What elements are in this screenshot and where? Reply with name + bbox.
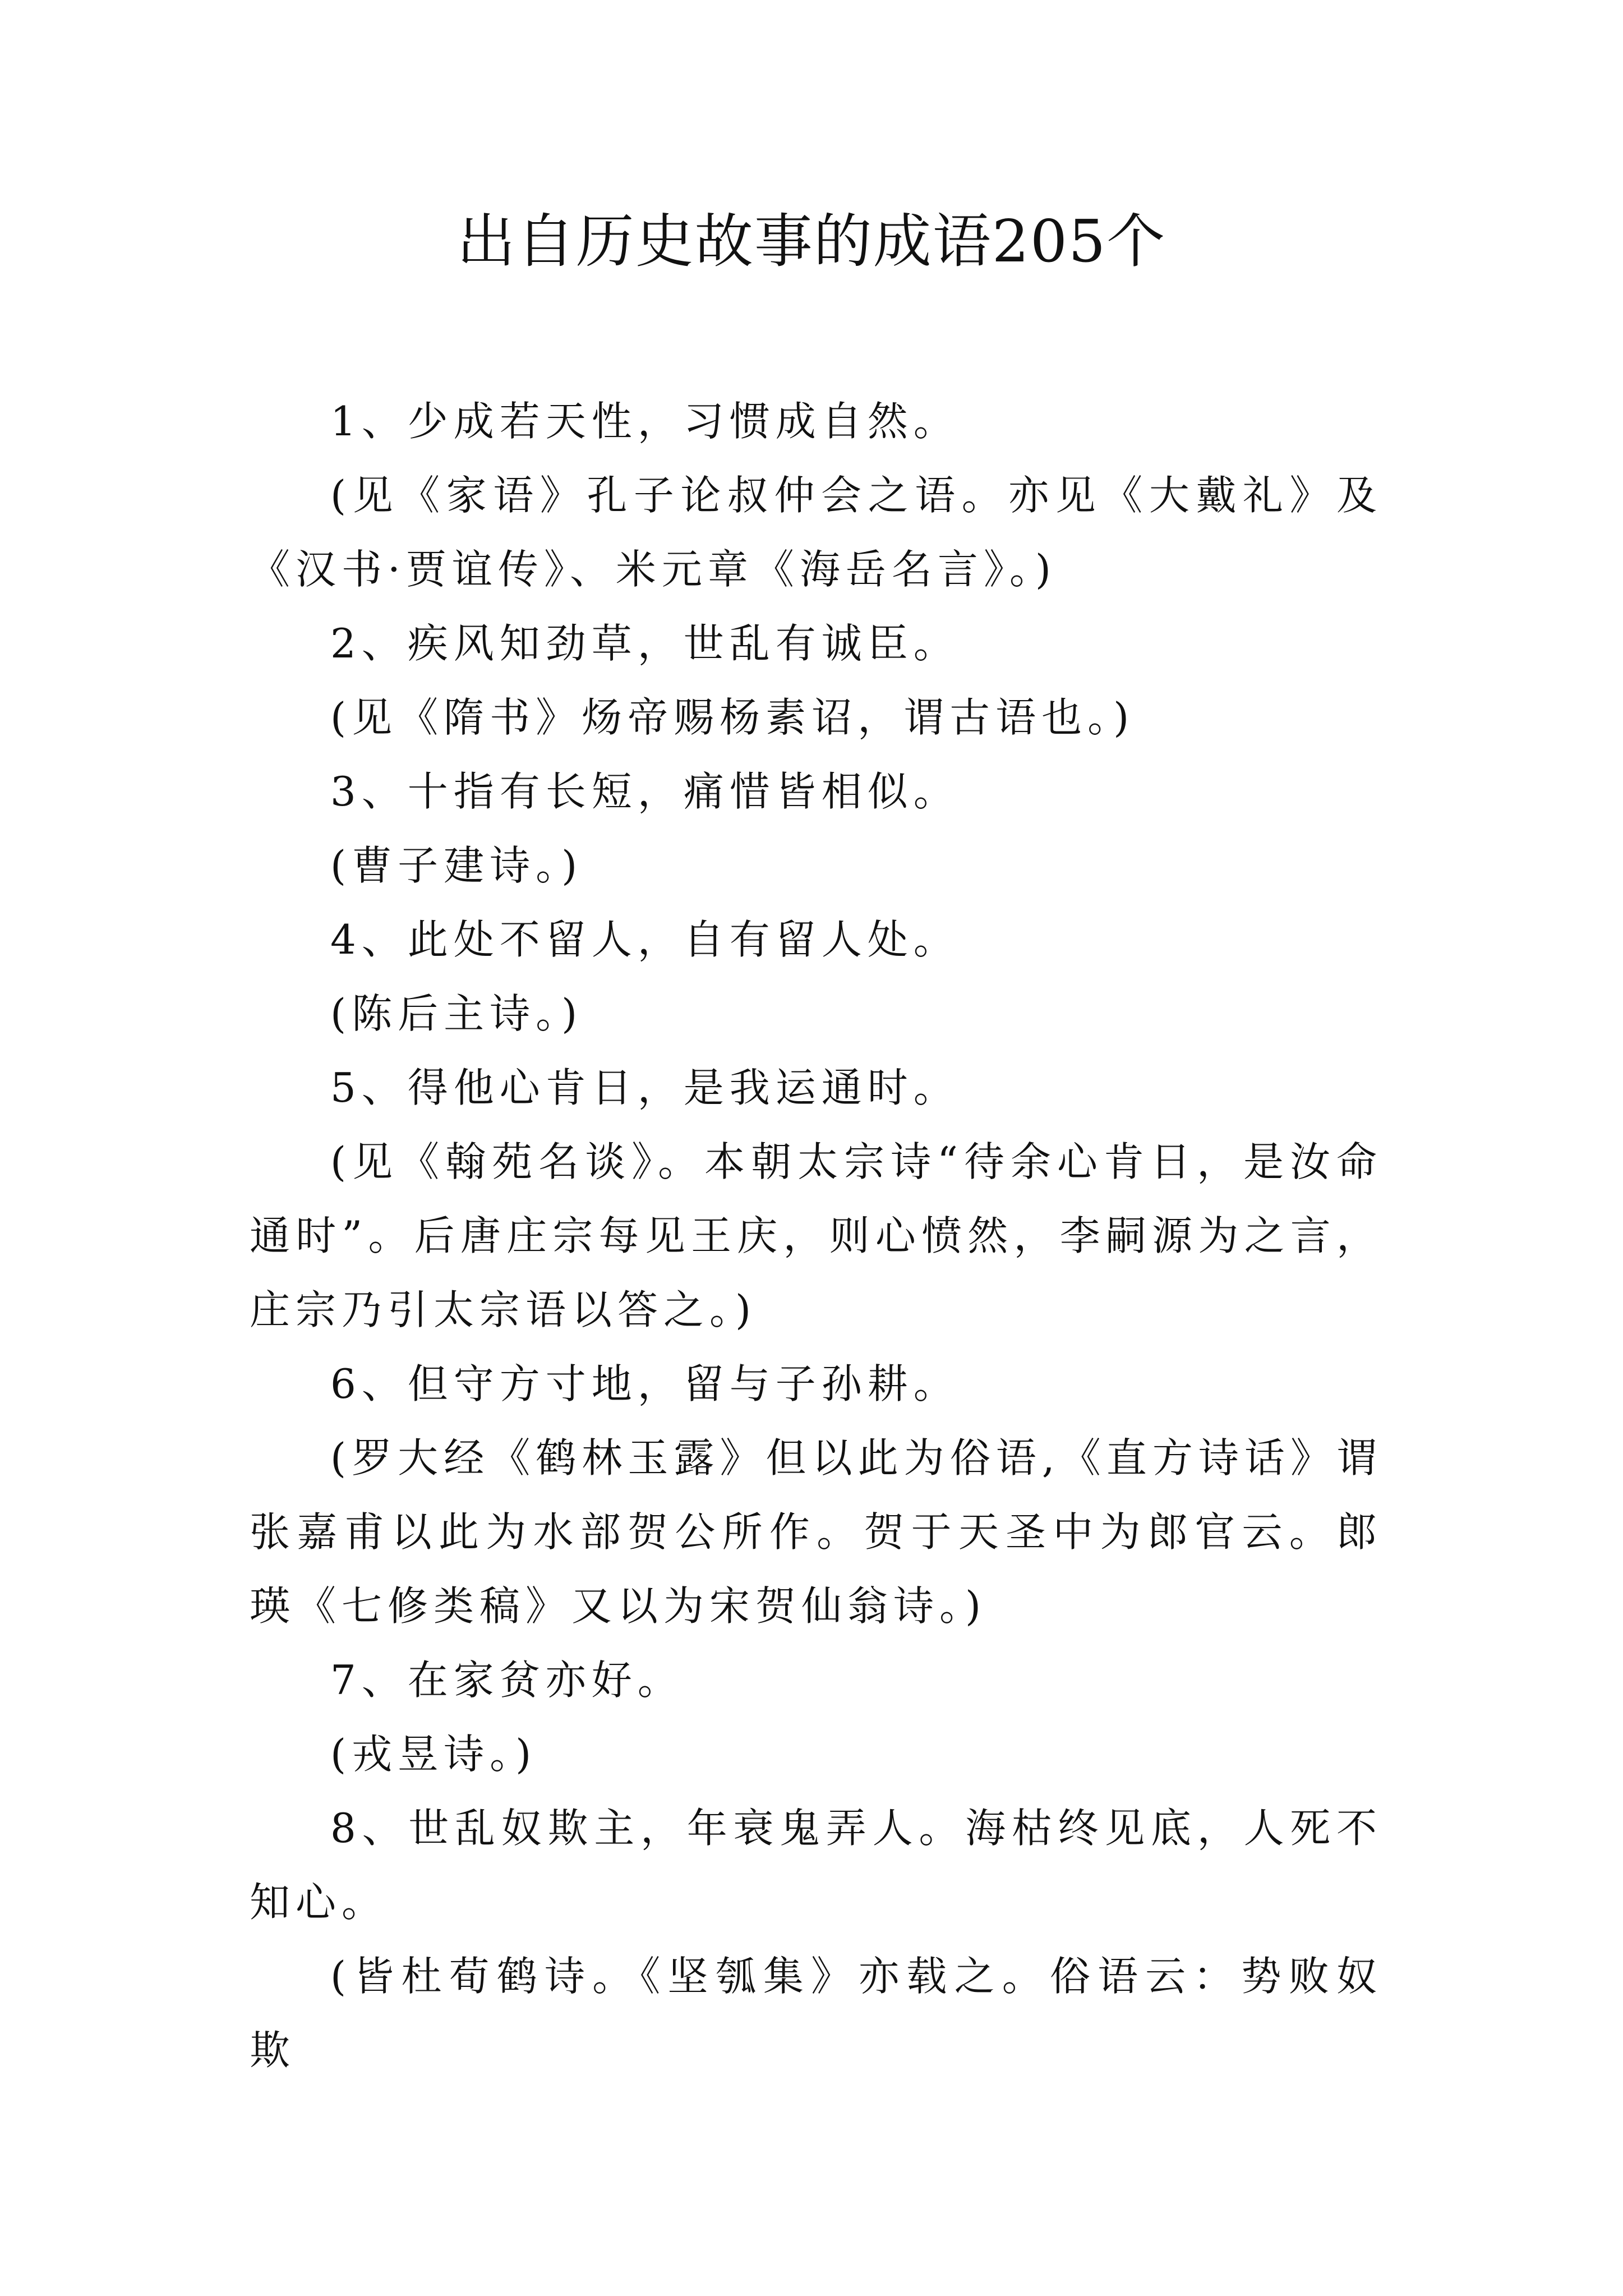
entry-5-text: 5、得他心肯日，是我运通时。 [330, 1064, 960, 1111]
entry-8-text: 8、世乱奴欺主，年衰鬼弄人。海枯终见底，人死不知心。 [250, 1805, 1382, 1926]
entry-8-source: (皆杜荀鹤诗。《坚瓠集》亦载之。俗语云：势败奴欺 [250, 1953, 1382, 2074]
entry-6-text: 6、但守方寸地，留与子孙耕。 [330, 1360, 960, 1407]
entry-2-text: 2、疾风知劲草，世乱有诚臣。 [330, 620, 960, 667]
entry-1-source: (见《家语》孔子论叔仲会之语。亦见《大戴礼》及《汉书·贾谊传》、米元章《海岳名言》。) [250, 472, 1382, 593]
entry-3-text: 3、十指有长短，痛惜皆相似。 [330, 768, 960, 815]
entry-4-text: 4、此处不留人，自有留人处。 [330, 916, 960, 963]
entry-4-source: (陈后主诗。) [330, 990, 583, 1037]
entry-5-source: (见《翰苑名谈》。本朝太宗诗“待余心肯日，是汝命通时”。后唐庄宗每见王庆，则心愤然，李嗣源为之言，庄宗乃引太宗语以答之。) [250, 1138, 1382, 1333]
entry-2-source: (见《隋书》炀帝赐杨素诏，谓古语也。) [330, 694, 1135, 741]
entry-3-source: (曹子建诗。) [330, 842, 583, 889]
page-title: 出自历史故事的成语205个 [457, 207, 1166, 275]
document-body [250, 384, 1382, 2087]
entry-7-source: (戎昱诗。) [330, 1731, 537, 1778]
entry-6-source: (罗大经《鹤林玉露》但以此为俗语,《直方诗话》谓张嘉甫以此为水部贺公所作。贺于天圣中为郎官云。郎瑛《七修类稿》又以为宋贺仙翁诗。) [250, 1434, 1382, 1630]
entry-7-text: 7、在家贫亦好。 [330, 1657, 684, 1704]
entry-1-text: 1、少成若天性，习惯成自然。 [330, 398, 960, 445]
